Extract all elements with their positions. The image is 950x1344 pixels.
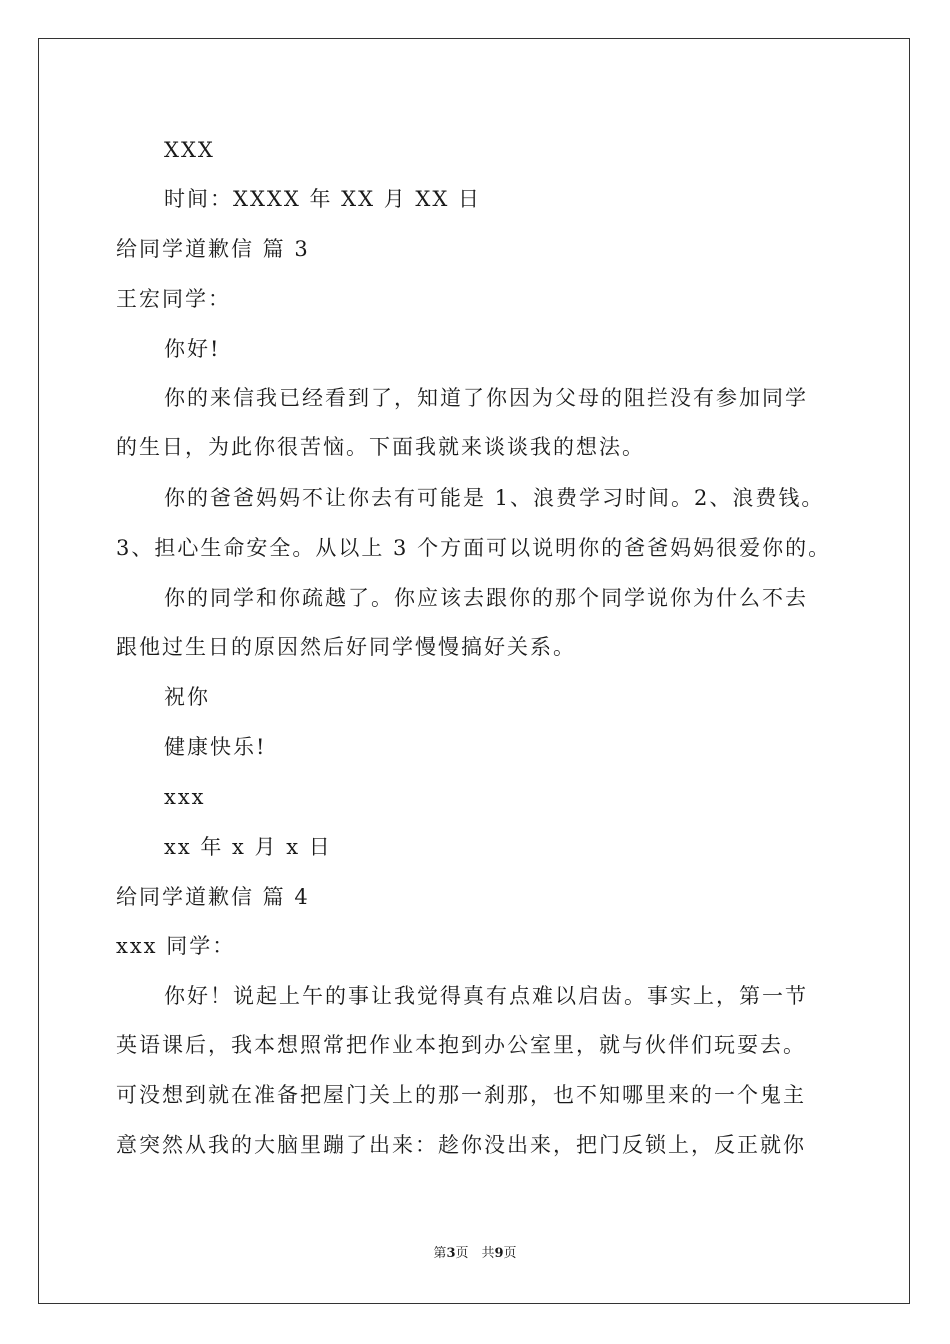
date-line: xx 年 x 月 x 日 <box>164 835 332 859</box>
paragraph-line: 英语课后，我本想照常把作业本抱到办公室里，就与伙伴们玩耍去。 <box>116 1033 806 1057</box>
page-footer <box>0 1245 950 1263</box>
closing-wish: 祝你 <box>164 685 210 709</box>
section-heading-4: 给同学道歉信 篇 4 <box>116 885 310 909</box>
salutation: 王宏同学： <box>116 287 231 311</box>
paragraph-line: 你的同学和你疏越了。你应该去跟你的那个同学说你为什么不去 <box>164 586 808 610</box>
paragraph-line: 可没想到就在准备把屋门关上的那一刹那，也不知哪里来的一个鬼主 <box>116 1083 806 1107</box>
page-number-current: 3 <box>446 1246 456 1261</box>
paragraph-line: 你的来信我已经看到了，知道了你因为父母的阻拦没有参加同学 <box>164 386 808 410</box>
salutation: xxx 同学： <box>116 934 236 958</box>
page-number-mid: 页 共 <box>455 1246 495 1261</box>
paragraph-line: 3、担心生命安全。从以上 3 个方面可以说明你的爸爸妈妈很爱你的。 <box>116 536 832 560</box>
signature-name: xxx <box>164 785 206 809</box>
paragraph-line: 跟他过生日的原因然后好同学慢慢搞好关系。 <box>116 635 576 659</box>
page-number-suffix: 页 <box>503 1246 517 1261</box>
paragraph-line: 的生日，为此你很苦恼。下面我就来谈谈我的想法。 <box>116 435 645 459</box>
page-border <box>38 38 910 1304</box>
greeting: 你好! <box>164 337 221 361</box>
date-line: 时间：XXXX 年 XX 月 XX 日 <box>164 187 481 211</box>
page-number-prefix: 第 <box>433 1246 447 1261</box>
paragraph-line: 意突然从我的大脑里蹦了出来：趁你没出来，把门反锁上，反正就你 <box>116 1133 806 1157</box>
section-heading-3: 给同学道歉信 篇 3 <box>116 237 310 261</box>
paragraph-line: 你的爸爸妈妈不让你去有可能是 1、浪费学习时间。2、浪费钱。 <box>164 486 825 510</box>
paragraph-line: 你好！说起上午的事让我觉得真有点难以启齿。事实上，第一节 <box>164 984 808 1008</box>
signature-name: XXX <box>164 138 215 162</box>
page-number-total: 9 <box>494 1246 504 1261</box>
closing-wish: 健康快乐! <box>164 735 267 759</box>
